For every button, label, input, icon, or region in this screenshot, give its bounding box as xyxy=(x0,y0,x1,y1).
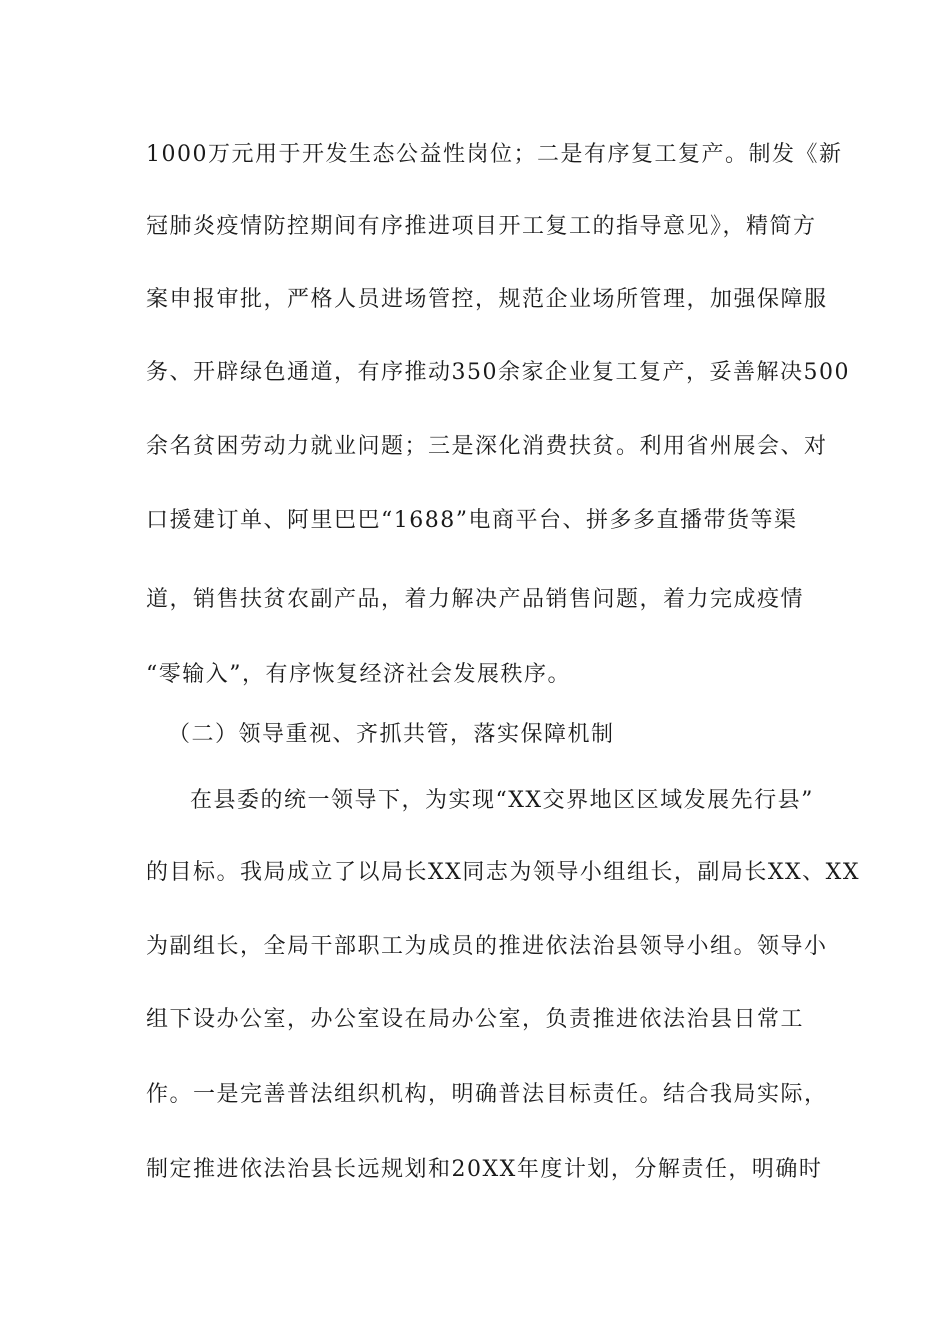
paragraph-line-7: 道，销售扶贫农副产品，着力解决产品销售问题，着力完成疫情 xyxy=(146,587,805,612)
paragraph-line-6: 口援建订单、阿里巴巴“1688”电商平台、拼多多直播带货等渠 xyxy=(146,508,798,533)
paragraph-line-11: 为副组长，全局干部职工为成员的推进依法治县领导小组。领导小 xyxy=(146,934,828,959)
paragraph-line-10: 的目标。我局成立了以局长XX同志为领导小组组长，副局长XX、XX xyxy=(146,860,860,885)
paragraph-line-3: 案申报审批，严格人员进场管控，规范企业场所管理，加强保障服 xyxy=(146,287,828,312)
paragraph-line-4: 务、开辟绿色通道，有序推动350余家企业复工复产，妥善解决500 xyxy=(146,360,850,385)
paragraph-line-13: 作。一是完善普法组织机构，明确普法目标责任。结合我局实际， xyxy=(146,1082,828,1107)
paragraph-line-1: 1000万元用于开发生态公益性岗位；二是有序复工复产。制发《新 xyxy=(146,142,843,167)
paragraph-line-5: 余名贫困劳动力就业问题；三是深化消费扶贫。利用省州展会、对 xyxy=(146,434,828,459)
paragraph-line-12: 组下设办公室，办公室设在局办公室，负责推进依法治县日常工 xyxy=(146,1007,805,1032)
paragraph-line-8: “零输入”，有序恢复经济社会发展秩序。 xyxy=(146,662,571,687)
section-heading: （二）领导重视、齐抓共管，落实保障机制 xyxy=(168,722,615,747)
paragraph-line-9: 在县委的统一领导下，为实现“XX交界地区区域发展先行县” xyxy=(190,788,814,813)
paragraph-line-2: 冠肺炎疫情防控期间有序推进项目开工复工的指导意见》，精简方 xyxy=(146,214,817,239)
paragraph-line-14: 制定推进依法治县长远规划和20XX年度计划，分解责任，明确时 xyxy=(146,1157,823,1182)
